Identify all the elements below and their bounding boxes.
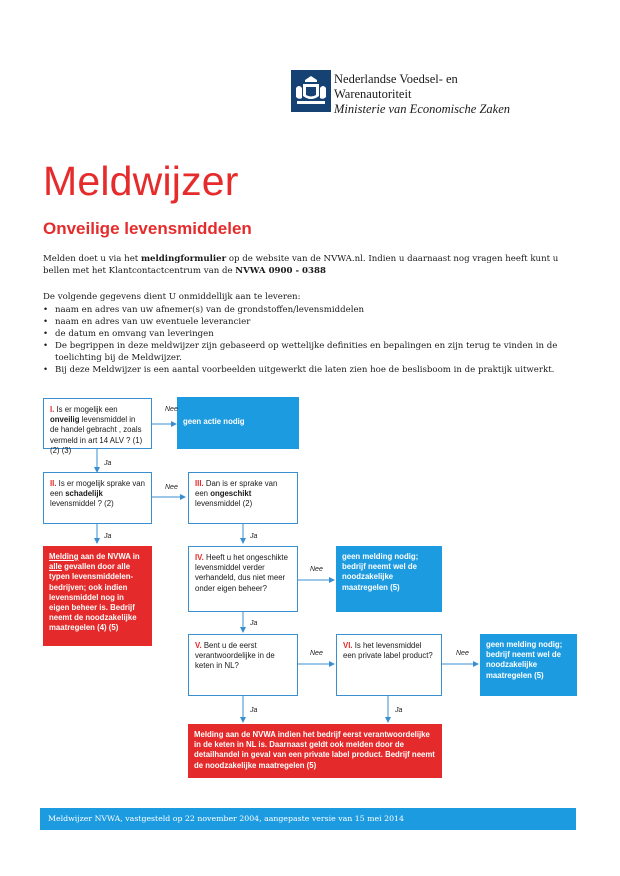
question-text: Dan is er sprake van een: [195, 479, 278, 499]
question-text: Heeft u het ongeschikte levensmiddel verder verhandeld, dus niet meer onder eigen beheer?: [195, 553, 288, 593]
question-text: Bent u de eerst verantwoordelijke in de keten in NL?: [195, 641, 275, 671]
no-label: Nee: [310, 650, 323, 657]
question-2-box: [43, 472, 152, 524]
question-text: Is er mogelijk sprake van een: [50, 479, 145, 499]
question-text: levensmiddel (2): [195, 499, 253, 509]
report-text: gevallen door alle typen levensmiddelen-bedrijven; ook indien levensmiddel nog in eigen beheer is. Bedrijf neemt de noodzakelijke maatregelen (4) (5): [49, 562, 137, 633]
page-subtitle: Onveilige levensmiddelen: [43, 219, 252, 238]
org-line-1: Nederlandse Voedsel- en: [334, 72, 458, 86]
page-title: Meldwijzer: [43, 158, 239, 204]
question-text: Is er mogelijk een: [54, 405, 118, 414]
outcome-report-first-responsible: Melding aan de NVWA indien het bedrijf eerst verantwoordelijke in de keten in NL is. Daarnaast geldt ook melden door de detailhandel in geval van een private label product. Bedrijf neemt de noodzakelijke maatregelen (5): [188, 724, 442, 778]
question-1-box: [43, 398, 152, 455]
no-label: Nee: [310, 566, 323, 573]
question-keyword: schadelijk: [65, 489, 103, 499]
list-item: • naam en adres van uw eventuele leverancier: [43, 316, 583, 328]
footer-text: Meldwijzer NVWA, vastgesteld op 22 november 2004, aangepaste versie van 15 mei 2014: [48, 814, 404, 823]
outcome-no-report-q6: geen melding nodig; bedrijf neemt wel de noodzakelijke maatregelen (5): [480, 634, 577, 696]
question-number: V.: [195, 641, 202, 650]
list-item: • de datum en omvang van leveringen: [43, 328, 583, 340]
question-4-box: [188, 546, 298, 612]
yes-label: Ja: [250, 533, 258, 540]
question-5-box: [188, 634, 298, 696]
intro-text-2: op de website van de NVWA.nl. Indien u daarnaast nog vragen heeft kunt u bellen met het Klantcontactcentrum van de: [43, 254, 559, 276]
intro-text-1: Melden doet u via het: [43, 254, 141, 264]
yes-label: Ja: [395, 707, 403, 714]
question-number: II.: [50, 479, 57, 488]
no-label: Nee: [456, 650, 469, 657]
question-keyword: ongeschikt: [210, 489, 252, 499]
question-text: Is het levensmiddel een private label product?: [343, 641, 433, 661]
footer-bar: [40, 808, 576, 830]
ministry-name: Ministerie van Economische Zaken: [334, 102, 510, 116]
org-line-2: Warenautoriteit: [334, 87, 412, 101]
question-number: IV.: [195, 553, 204, 562]
phone-number: NVWA 0900 - 0388: [235, 266, 326, 276]
question-3-box: [188, 472, 298, 524]
no-label: Nee: [165, 406, 178, 413]
outcome-report-all-cases: [43, 546, 152, 646]
outcome-no-report-q4: geen melding nodig; bedrijf neemt wel de noodzakelijke maatregelen (5): [336, 546, 442, 612]
report-text: aan de NVWA in: [78, 552, 140, 561]
yes-label: Ja: [104, 533, 112, 540]
report-keyword: Melding: [49, 552, 79, 561]
yes-label: Ja: [104, 460, 112, 467]
list-item: • Bij deze Meldwijzer is een aantal voorbeelden uitgewerkt die laten zien hoe de beslisboom in de praktijk uitwerkt.: [43, 364, 583, 376]
question-6-box: [336, 634, 442, 696]
list-item: • De begrippen in deze meldwijzer zijn gebaseerd op wettelijke definities en bepalingen en zijn terug te vinden in de toelichting bij de Meldwijzer.: [43, 340, 583, 364]
question-text: levensmiddel in de handel gebracht , zoals vermeld in art 14 ALV ? (1) (2) (3): [50, 415, 143, 455]
question-number: I.: [50, 405, 55, 414]
outcome-no-action: geen actie nodig: [177, 397, 299, 449]
meldingformulier-link[interactable]: meldingformulier: [140, 254, 227, 264]
yes-label: Ja: [250, 707, 258, 714]
list-item: • naam en adres van uw afnemer(s) van de grondstoffen/levensmiddelen: [43, 304, 583, 316]
question-keyword: onveilig: [50, 415, 80, 425]
report-keyword: alle: [49, 562, 63, 572]
question-number: VI.: [343, 641, 353, 650]
requirements-lead: De volgende gegevens dient U onmiddellijk aan te leveren:: [43, 292, 301, 302]
no-label: Nee: [165, 484, 178, 491]
yes-label: Ja: [250, 620, 258, 627]
question-number: III.: [195, 479, 204, 488]
question-text: levensmiddel ? (2): [50, 499, 114, 509]
